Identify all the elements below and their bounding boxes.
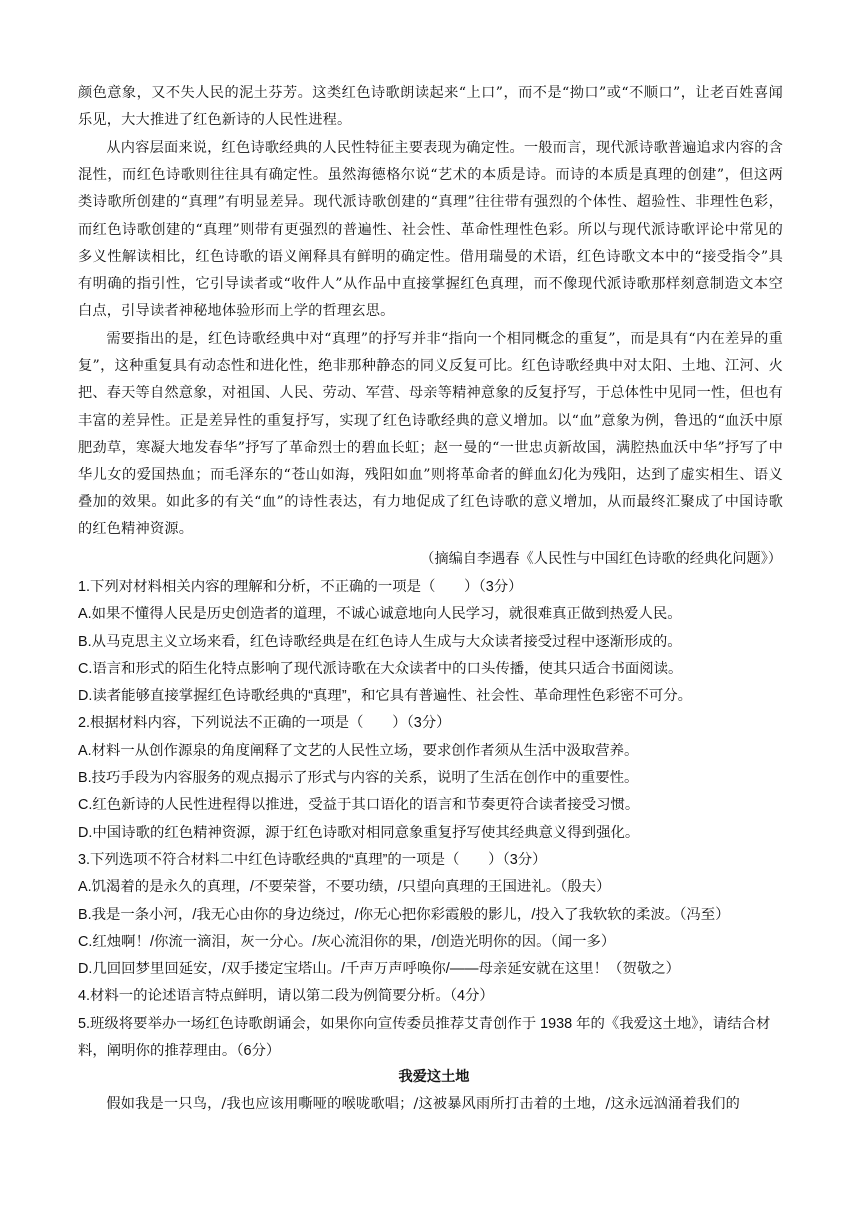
question-2-stem: 2.根据材料内容，下列说法不正确的一项是（ ）（3分）	[78, 715, 451, 732]
question-5-stem: 5.班级将要举办一场红色诗歌朗诵会，如果你向宣传委员推荐艾青创作于 1938 年的《我爱这土地》，请结合材料，阐明你的推荐理由。（6分）	[78, 1015, 771, 1060]
question-1-option-d: D.读者能够直接掌握红色诗歌经典的“真理”，和它具有普遍性、社会性、革命理性色彩密不可分。	[78, 688, 692, 705]
poem-first-line: 假如我是一只鸟，/我也应该用嘶哑的喉咙歌唱；/这被暴风雨所打击着的土地，/这永远汹涌着我们的	[106, 1096, 740, 1112]
paragraph-continuation: 颜色意象，又不失人民的泥土芬芳。这类红色诗歌朗读起来“上口”，而不是“拗口”或“不顺口”，让老百姓喜闻乐见，大大推进了红色新诗的人民性进程。	[78, 85, 783, 129]
question-3-stem: 3.下列选项不符合材料二中红色诗歌经典的“真理”的一项是（ ）（3分）	[78, 851, 547, 868]
question-2-option-a: A.材料一从创作源泉的角度阐释了文艺的人民性立场，要求创作者须从生活中汲取营养。	[78, 742, 639, 759]
question-1-option-b: B.从马克思主义立场来看，红色诗歌经典是在红色诗人生成与大众读者接受过程中逐渐形成的。	[78, 633, 682, 650]
question-3-option-c: C.红烛啊！/你流一滴泪，灰一分心。/灰心流泪你的果，/创造光明你的因。（闻一多）	[78, 933, 616, 950]
question-2-option-b: B.技巧手段为内容服务的观点揭示了形式与内容的关系，说明了生活在创作中的重要性。	[78, 770, 639, 787]
source-citation: （摘编自李遇春《人民性与中国红色诗歌的经典化问题》）	[420, 551, 782, 567]
question-1-option-c: C.语言和形式的陌生化特点影响了现代派诗歌在大众读者中的口头传播，使其只适合书面阅读。	[78, 660, 683, 677]
question-2-option-d: D.中国诗歌的红色精神资源，源于红色诗歌对相同意象重复抒写使其经典意义得到强化。	[78, 824, 640, 841]
question-3-option-a: A.饥渴着的是永久的真理，/不要荣誉，不要功绩，/只望向真理的王国进礼。（殷夫）	[78, 879, 611, 896]
question-4-stem: 4.材料一的论述语言特点鲜明，请以第二段为例简要分析。（4分）	[78, 988, 494, 1005]
question-3-option-b: B.我是一条小河，/我无心由你的身边绕过，/你无心把你彩霞般的影儿，/投入了我软软的柔波。（冯至）	[78, 906, 730, 923]
question-3-option-d: D.几回回梦里回延安，/双手搂定宝塔山。/千声万声呼唤你/——母亲延安就在这里！（贺敬之）	[78, 961, 681, 978]
poem-title: 我爱这土地	[398, 1069, 470, 1085]
question-2-option-c: C.红色新诗的人民性进程得以推进，受益于其口语化的语言和节奏更符合读者接受习惯。	[78, 797, 640, 814]
paragraph-truth-repetition: 需要指出的是，红色诗歌经典中对“真理”的抒写并非“指向一个相同概念的重复”，而是具有“内在差异的重复”，这种重复具有动态性和进化性，绝非那种静态的同义反复可比。红色诗歌经典中对太阳、土地、江河、火把、春天等自然意象，对祖国、人民、劳动、军营、母亲等精神意象的反复抒写，于总体性中见同一性，但也有丰富的差异性。正是差异性的重复抒写，实现了红色诗歌经典的意义增加。以“血”意象为例，鲁迅的“血沃中原肥劲草，寒凝大地发春华”抒写了革命烈士的碧血长虹；赵一曼的“一世忠贞新故国，满腔热血沃中华”抒写了中华儿女的爱国热血；而毛泽东的“苍山如海，残阳如血”则将革命者的鲜血幻化为残阳，达到了虚实相生、语义叠加的效果。如此多的有关“血”的诗性表达，有力地促成了红色诗歌的意义增加，从而最终汇聚成了中国诗歌的红色精神资源。	[78, 331, 783, 538]
questions-section	[78, 574, 788, 1065]
question-1-stem: 1.下列对材料相关内容的理解和分析，不正确的一项是（ ）（3分）	[78, 579, 523, 595]
question-1-option-a: A.如果不懂得人民是历史创造者的道理，不诚心诚意地向人民学习，就很难真正做到热爱人民。	[78, 606, 682, 623]
paragraph-content-layer: 从内容层面来说，红色诗歌经典的人民性特征主要表现为确定性。一般而言，现代派诗歌普遍追求内容的含混性，而红色诗歌则往往具有确定性。虽然海德格尔说“艺术的本质是诗。而诗的本质是真理的创建”，但这两类诗歌所创建的“真理”有明显差异。现代派诗歌创建的“真理”往往带有强烈的个体性、超验性、非理性色彩，而红色诗歌创建的“真理”则带有更强烈的普遍性、社会性、革命性理性色彩。所以与现代派诗歌评论中常见的多义性解读相比，红色诗歌的语义阐释具有鲜明的确定性。借用瑞曼的术语，红色诗歌文本中的“接受指令”具有明确的指引性，它引导读者或“收件人”从作品中直接掌握红色真理，而不像现代派诗歌那样刻意制造文本空白点，引导读者神秘地体验形而上学的哲理玄思。	[78, 140, 783, 320]
